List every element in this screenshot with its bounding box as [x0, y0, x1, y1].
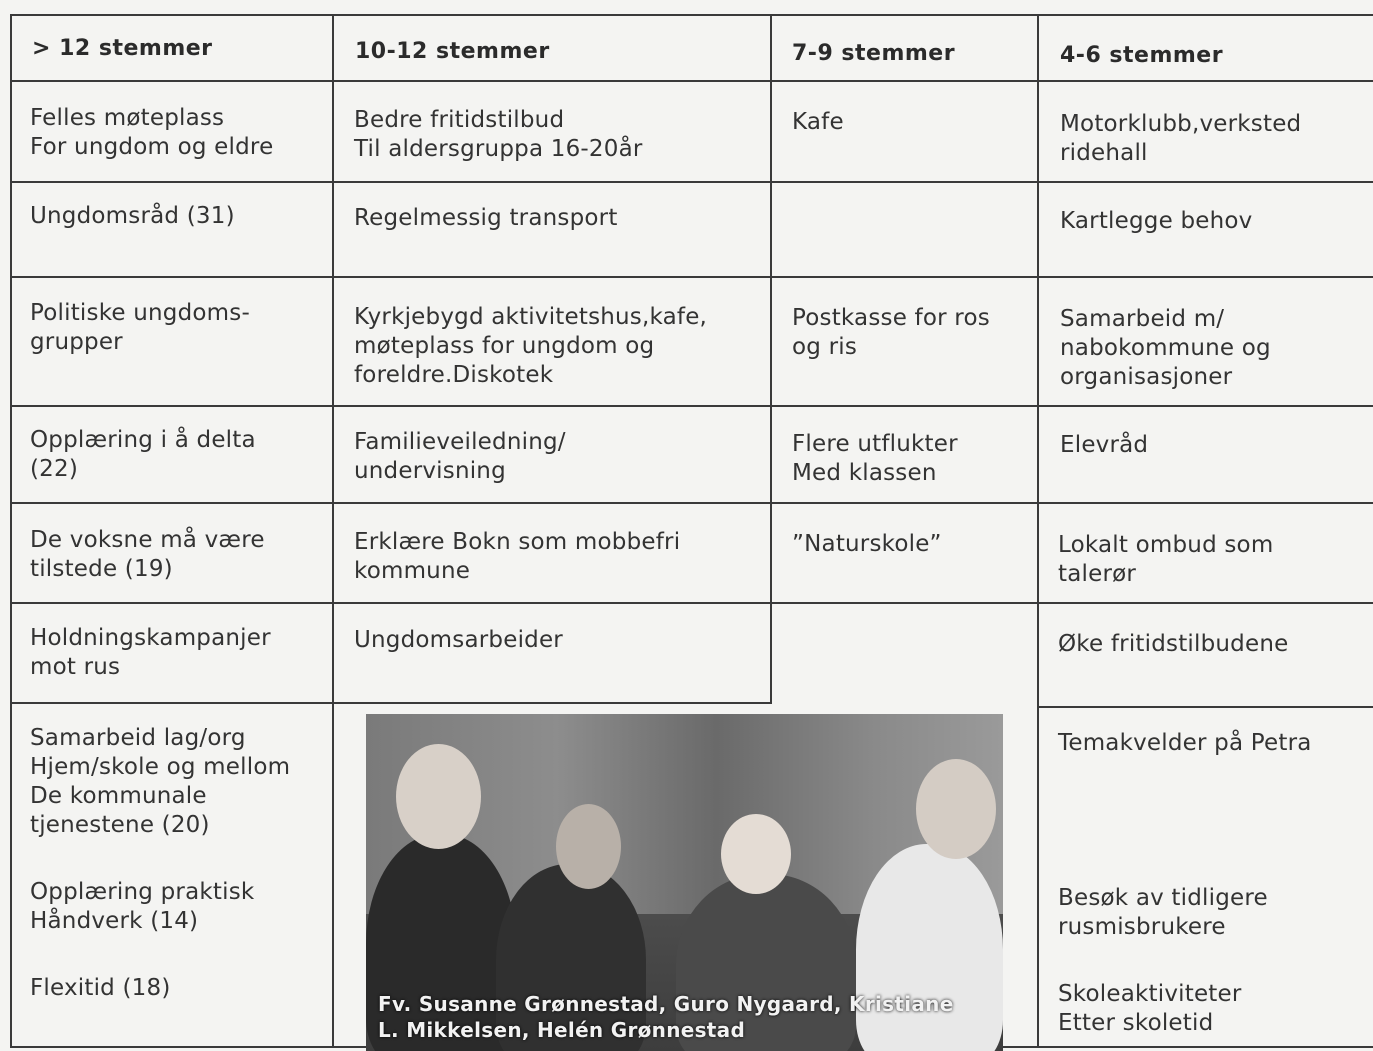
cell-col2: Erklære Bokn som mobbefri kommune — [354, 529, 681, 584]
header-10-12: 10-12 stemmer — [355, 39, 550, 64]
cell-col2: Bedre fritidstilbud Til aldersgruppa 16-20år — [354, 107, 643, 162]
cell-col1: Politiske ungdoms- grupper — [30, 300, 250, 355]
column-divider — [332, 14, 334, 1048]
row-divider — [10, 276, 1373, 278]
cell-col3: Postkasse for ros og ris — [792, 305, 990, 360]
cell-col1: Opplæring praktisk Håndverk (14) — [30, 879, 255, 934]
photo-face — [721, 814, 791, 894]
row-divider — [10, 502, 1373, 504]
cell-col2: Ungdomsarbeider — [354, 627, 563, 653]
cell-col4: Elevråd — [1060, 432, 1149, 458]
header-7-9: 7-9 stemmer — [792, 41, 956, 66]
cell-col3: ”Naturskole” — [792, 531, 942, 557]
row-divider — [10, 405, 1373, 407]
cell-col4: Lokalt ombud som talerør — [1058, 532, 1274, 587]
cell-col2: Regelmessig transport — [354, 205, 618, 231]
header-divider — [10, 80, 1373, 82]
row-divider — [10, 181, 1373, 183]
cell-col4: Skoleaktiviteter Etter skoletid — [1058, 981, 1242, 1036]
cell-col1: Holdningskampanjer mot rus — [30, 625, 271, 680]
cell-col1: Samarbeid lag/org Hjem/skole og mellom De kommunale tjenestene (20) — [30, 725, 291, 838]
cell-col1: Flexitid (18) — [30, 975, 171, 1001]
cell-col4: Temakvelder på Petra — [1058, 730, 1312, 756]
photo-face — [556, 804, 621, 889]
photo-face — [916, 759, 996, 859]
row-divider — [1038, 706, 1373, 708]
cell-col3: Flere utflukter Med klassen — [792, 431, 958, 486]
cell-col1: De voksne må være tilstede (19) — [30, 527, 265, 582]
cell-col4: Øke fritidstilbudene — [1058, 631, 1289, 657]
column-divider — [770, 14, 772, 704]
header-4-6: 4-6 stemmer — [1060, 43, 1224, 68]
photo-caption: Fv. Susanne Grønnestad, Guro Nygaard, Kristiane L. Mikkelsen, Helén Grønnestad — [378, 992, 954, 1042]
cell-col4: Kartlegge behov — [1060, 208, 1253, 234]
cell-col1: Opplæring i å delta (22) — [30, 427, 256, 482]
table-border-top — [10, 14, 1373, 16]
cell-col1: Ungdomsråd (31) — [30, 203, 235, 229]
column-divider — [1037, 14, 1039, 1048]
column-divider — [10, 14, 12, 1048]
cell-col2: Familieveiledning/ undervisning — [354, 429, 566, 484]
row-divider — [10, 702, 770, 704]
cell-col4: Motorklubb,verksted ridehall — [1060, 111, 1302, 166]
cell-col2: Kyrkjebygd aktivitetshus,kafe, møteplass for ungdom og foreldre.Diskotek — [354, 304, 708, 388]
row-divider — [10, 602, 1373, 604]
group-photo — [366, 714, 1003, 1051]
header-over-12: > 12 stemmer — [32, 36, 213, 61]
cell-col1: Felles møteplass For ungdom og eldre — [30, 105, 274, 160]
photo-face — [396, 744, 481, 849]
cell-col4: Besøk av tidligere rusmisbrukere — [1058, 885, 1268, 940]
cell-col3: Kafe — [792, 109, 844, 135]
cell-col4: Samarbeid m/ nabokommune og organisasjoner — [1060, 306, 1271, 390]
